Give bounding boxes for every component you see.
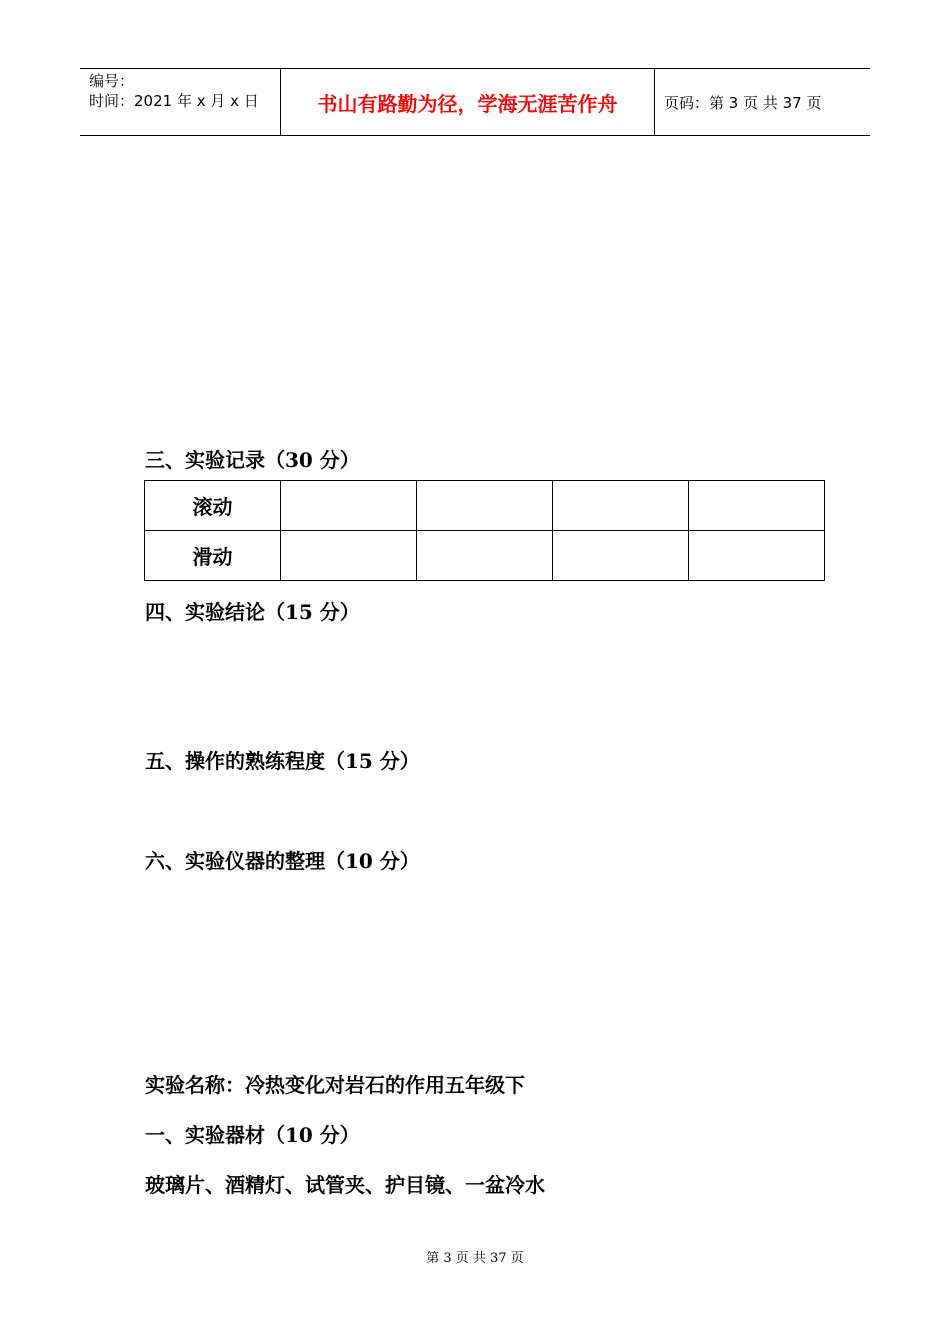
table-cell: [689, 531, 825, 581]
table-row: [145, 481, 825, 531]
row-label-rolling: 滚动: [145, 481, 281, 531]
page-footer: 第 3 页 共 37 页: [426, 1251, 524, 1266]
header-motto: 书山有路勤为径，学海无涯苦作舟: [281, 69, 655, 135]
materials-section-title: 一、实验器材（10 分）: [145, 1123, 360, 1147]
table-cell: [281, 531, 417, 581]
record-section-title: 三、实验记录（30 分）: [145, 448, 360, 472]
header-page-info: 页码：第 3 页 共 37 页: [664, 93, 822, 112]
table-cell: [417, 531, 553, 581]
table-cell: [553, 531, 689, 581]
table-cell: [689, 481, 825, 531]
row-label-sliding: 滑动: [145, 531, 281, 581]
header-meta: [80, 69, 281, 135]
conclusion-section-title: 四、实验结论（15 分）: [145, 600, 360, 624]
materials-list: 玻璃片、酒精灯、试管夹、护目镜、一盆冷水: [145, 1173, 545, 1197]
time-label: 时间：2021 年 x 月 x 日: [89, 92, 259, 110]
table-cell: [417, 481, 553, 531]
experiment-name: 实验名称：冷热变化对岩石的作用五年级下: [145, 1073, 525, 1097]
skill-section-title: 五、操作的熟练程度（15 分）: [145, 749, 420, 773]
tidy-section-title: 六、实验仪器的整理（10 分）: [145, 849, 420, 873]
table-cell: [553, 481, 689, 531]
table-cell: [281, 481, 417, 531]
record-table: [144, 480, 825, 581]
page-header: [80, 68, 870, 136]
table-row: [145, 531, 825, 581]
number-label: 编号：: [89, 72, 135, 90]
